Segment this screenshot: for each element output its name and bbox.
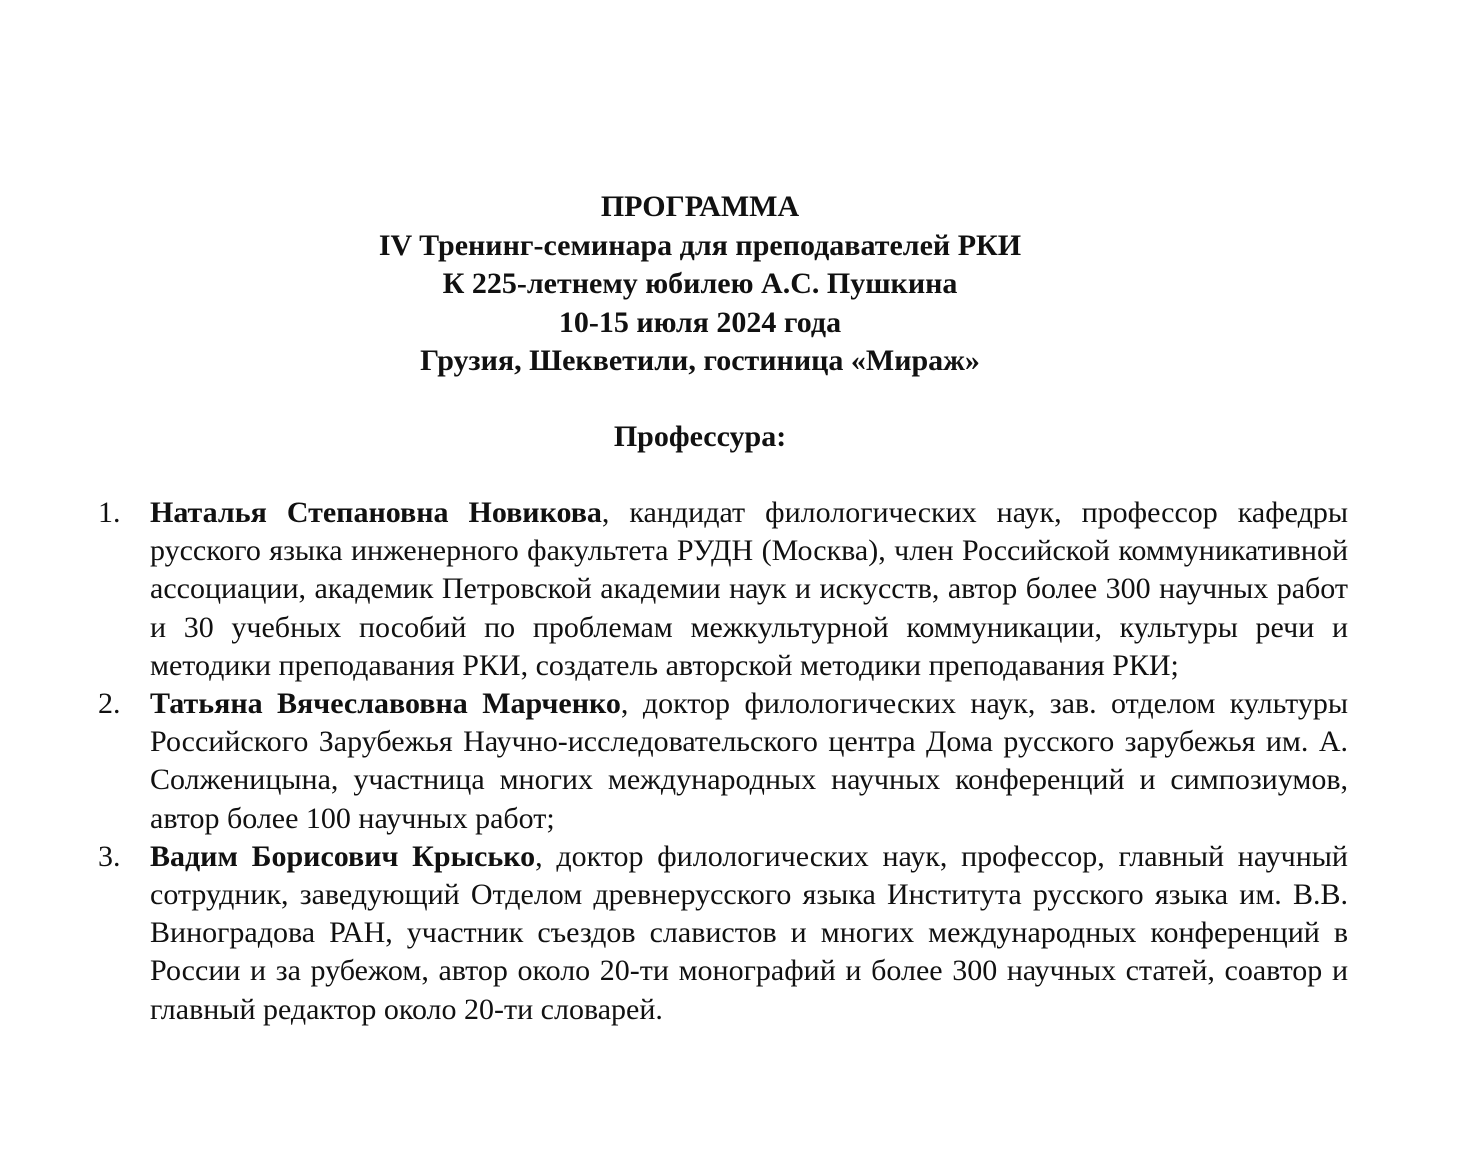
- section-title-professors: Профессура:: [613, 420, 787, 453]
- professor-name: Вадим Борисович Крысько: [150, 839, 536, 873]
- anniversary-line: К 225-летнему юбилею А.С. Пушкина: [442, 267, 958, 300]
- seminar-name: IV Тренинг-семинара для преподавателей РКИ: [378, 228, 1022, 262]
- professor-description: , кандидат филологических наук, профессор кафедры русского языка инженерного факультета РУДН (Москва), член Российской коммуникативной ассоциации, академик Петровской академии наук и искусств, автор более 300 научных работ и 30 учебных пособий по проблемам межкультурной коммуникации, культуры речи и методики преподавания РКИ, создатель авторской методики преподавания РКИ;: [150, 496, 1348, 682]
- list-item: [98, 494, 1348, 685]
- list-item-number: 2.: [98, 687, 121, 721]
- event-location: Грузия, Шекветили, гостиница «Мираж»: [420, 344, 980, 377]
- list-item: [98, 838, 1348, 1029]
- document-header: [0, 188, 1400, 381]
- professor-description: , доктор филологических наук, профессор, главный научный сотрудник, заведующий Отделом древнерусского языка Института русского языка им. В.В. Виноградова РАН, участник съездов славистов и многих международных конференций в России и за рубежом, автор около 20-ти монографий и более 300 научных статей, соавтор и главный редактор около 20-ти словарей.: [150, 839, 1348, 1026]
- list-item: [98, 685, 1348, 838]
- document-title: ПРОГРАММА: [600, 190, 800, 223]
- professors-list: [98, 494, 1348, 1029]
- event-dates: 10-15 июля 2024 года: [558, 305, 842, 339]
- professor-description: , доктор филологических наук, зав. отделом культуры Российского Зарубежья Научно-исследовательского центра Дома русского зарубежья им. А. Солженицына, участница многих международных научных конференций и симпозиумов, автор более 100 научных работ;: [150, 687, 1348, 835]
- professor-name: Татьяна Вячеславовна Марченко: [150, 687, 621, 721]
- list-item-number: 3.: [98, 839, 121, 873]
- list-item-number: 1.: [98, 496, 121, 529]
- professor-name: Наталья Степановна Новикова: [150, 496, 602, 529]
